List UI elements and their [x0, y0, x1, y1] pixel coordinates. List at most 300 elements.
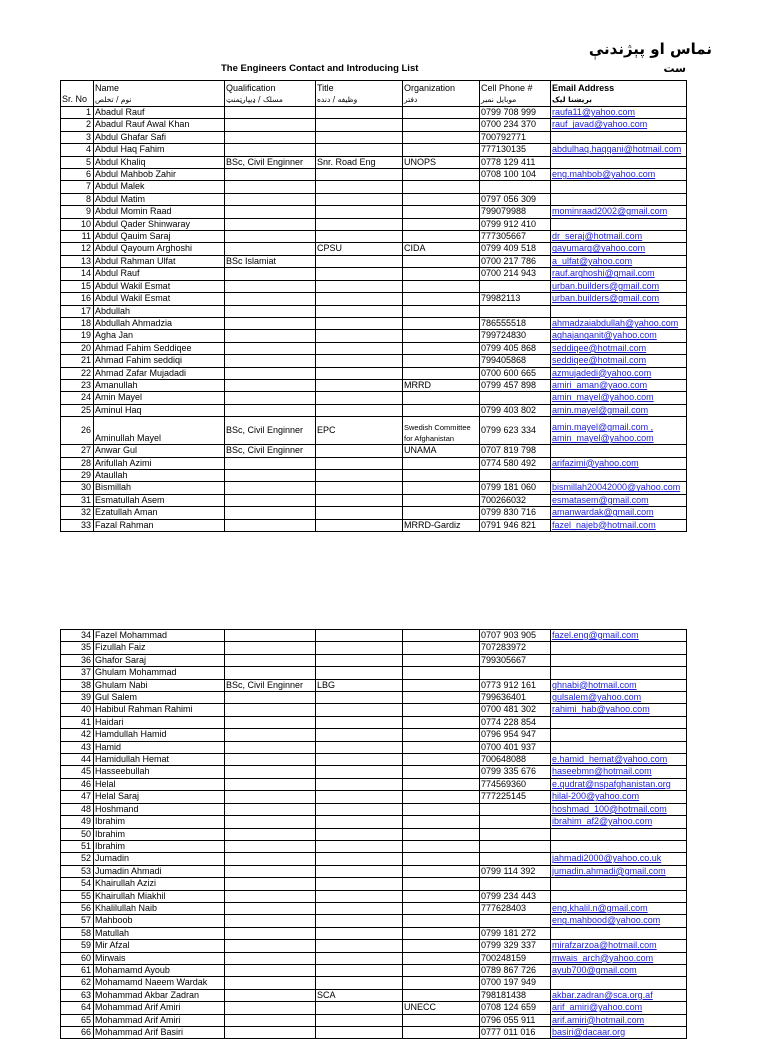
cell-email — [551, 193, 687, 205]
cell-email[interactable]: eng.mahbob@yahoo.com — [551, 169, 687, 181]
cell-email[interactable]: esmatasem@gmail.com — [551, 494, 687, 506]
cell-email[interactable]: ahmadzaiabdullah@yahoo.com — [551, 317, 687, 329]
cell-sr-no: 18 — [61, 317, 94, 329]
column-header-name: Name نوم / تخلص — [94, 81, 225, 107]
cell-organization — [403, 317, 480, 329]
cell-sr-no: 38 — [61, 679, 94, 691]
cell-sr-no: 56 — [61, 902, 94, 914]
cell-name: Agha Jan — [94, 330, 225, 342]
cell-qualification — [225, 392, 316, 404]
cell-email[interactable]: akbar.zadran@sca.org.af — [551, 989, 687, 1001]
cell-email[interactable]: gulsalem@yahoo.com — [551, 692, 687, 704]
cell-name: Hamidullah Hemat — [94, 754, 225, 766]
cell-sr-no: 15 — [61, 280, 94, 292]
cell-title — [316, 902, 403, 914]
cell-phone — [480, 915, 551, 927]
cell-organization — [403, 1014, 480, 1026]
cell-email[interactable]: a_ulfat@yahoo.com — [551, 255, 687, 267]
cell-organization — [403, 457, 480, 469]
cell-phone — [480, 828, 551, 840]
cell-email[interactable]: aghajanganit@yahoo.com — [551, 330, 687, 342]
cell-phone: 700266032 — [480, 494, 551, 506]
cell-organization — [403, 803, 480, 815]
cell-organization — [403, 754, 480, 766]
cell-organization — [403, 355, 480, 367]
cell-email[interactable]: raufa11@yahoo.com — [551, 107, 687, 119]
cell-name: Amin Mayel — [94, 392, 225, 404]
cell-title — [316, 964, 403, 976]
table-row — [61, 317, 687, 329]
cell-sr-no: 4 — [61, 144, 94, 156]
cell-name: Mohammad Arif Amiri — [94, 1002, 225, 1014]
table-row — [61, 679, 687, 691]
cell-title — [316, 791, 403, 803]
cell-name: Ghafor Saraj — [94, 654, 225, 666]
cell-qualification — [225, 231, 316, 243]
cell-phone: 79982113 — [480, 293, 551, 305]
cell-qualification — [225, 293, 316, 305]
cell-email[interactable]: rauf.arghoshi@gmail.com — [551, 268, 687, 280]
cell-email[interactable]: eng.khalil.n@gmail.com — [551, 902, 687, 914]
cell-email — [551, 729, 687, 741]
cell-title — [316, 392, 403, 404]
cell-email[interactable]: abdulhaq.haqqani@hotmail.com — [551, 144, 687, 156]
table-row — [61, 865, 687, 877]
cell-email[interactable]: hoshmad_100@hotmail.com — [551, 803, 687, 815]
cell-qualification — [225, 692, 316, 704]
cell-organization — [403, 169, 480, 181]
cell-title — [316, 268, 403, 280]
cell-qualification — [225, 280, 316, 292]
cell-email[interactable]: arif.amiri@hotmail.com — [551, 1014, 687, 1026]
cell-title — [316, 494, 403, 506]
cell-organization: MRRD — [403, 379, 480, 391]
cell-phone: 707283972 — [480, 642, 551, 654]
cell-email[interactable]: amin_mayel@yahoo.com — [551, 392, 687, 404]
cell-name: Jumadin Ahmadi — [94, 865, 225, 877]
cell-qualification — [225, 853, 316, 865]
cell-qualification — [225, 330, 316, 342]
cell-email[interactable]: qayumarg@yahoo.com — [551, 243, 687, 255]
cell-title — [316, 927, 403, 939]
cell-name: Arifullah Azimi — [94, 457, 225, 469]
cell-sr-no: 1 — [61, 107, 94, 119]
cell-sr-no: 61 — [61, 964, 94, 976]
cell-email[interactable]: rahimi_hab@yahoo.com — [551, 704, 687, 716]
cell-title: SCA — [316, 989, 403, 1001]
cell-email[interactable]: mwais_arch@yahoo.com — [551, 952, 687, 964]
cell-sr-no: 28 — [61, 457, 94, 469]
cell-email[interactable]: dr_seraj@hotmail.com — [551, 231, 687, 243]
table-row — [61, 667, 687, 679]
cell-title — [316, 482, 403, 494]
cell-email[interactable]: jahmadi2000@yahoo.co.uk — [551, 853, 687, 865]
cell-email[interactable]: haseebmn@hotmail.com — [551, 766, 687, 778]
cell-email[interactable]: azmujadedi@yahoo.com — [551, 367, 687, 379]
cell-title — [316, 144, 403, 156]
cell-name: Habibul Rahman Rahimi — [94, 704, 225, 716]
cell-email — [551, 156, 687, 168]
cell-name: Abdul Wakil Esmat — [94, 293, 225, 305]
cell-email — [551, 741, 687, 753]
cell-organization — [403, 330, 480, 342]
cell-email[interactable]: ayub700@gmail.com — [551, 964, 687, 976]
cell-qualification — [225, 243, 316, 255]
cell-phone: 0799 409 518 — [480, 243, 551, 255]
cell-sr-no: 64 — [61, 1002, 94, 1014]
cell-sr-no: 54 — [61, 878, 94, 890]
cell-phone: 0799 457 898 — [480, 379, 551, 391]
cell-qualification — [225, 317, 316, 329]
cell-organization — [403, 494, 480, 506]
cell-sr-no: 66 — [61, 1027, 94, 1039]
cell-sr-no: 29 — [61, 469, 94, 481]
cell-qualification: BSc, Civil Enginner — [225, 679, 316, 691]
cell-organization: UNAMA — [403, 445, 480, 457]
cell-sr-no: 39 — [61, 692, 94, 704]
cell-name: Mohammad Arif Basiri — [94, 1027, 225, 1039]
cell-organization — [403, 667, 480, 679]
cell-email[interactable]: mominraad2002@gmail.com — [551, 206, 687, 218]
cell-qualification — [225, 469, 316, 481]
cell-phone: 0700 600 665 — [480, 367, 551, 379]
cell-phone — [480, 878, 551, 890]
table-row — [61, 692, 687, 704]
cell-organization — [403, 642, 480, 654]
cell-email — [551, 716, 687, 728]
cell-sr-no: 25 — [61, 404, 94, 416]
column-header-organization: Organization دفتر — [403, 81, 480, 107]
cell-name: Hamid — [94, 741, 225, 753]
cell-name: Ghulam Nabi — [94, 679, 225, 691]
cell-qualification — [225, 754, 316, 766]
cell-title — [316, 704, 403, 716]
cell-qualification — [225, 778, 316, 790]
cell-email[interactable]: basiri@dacaar.org — [551, 1027, 687, 1039]
table-row — [61, 927, 687, 939]
cell-email[interactable]: e.qudrat@nspafghanistan.org — [551, 778, 687, 790]
cell-organization — [403, 507, 480, 519]
cell-email[interactable]: fazel.eng@gmail.com — [551, 630, 687, 642]
cell-name: Ibrahim — [94, 828, 225, 840]
cell-email[interactable]: mirafzarzoa@hotmail.com — [551, 940, 687, 952]
cell-phone — [480, 392, 551, 404]
cell-email[interactable]: e.hamid_hemat@yahoo.com — [551, 754, 687, 766]
table-body-part-1 — [61, 107, 687, 532]
cell-title — [316, 169, 403, 181]
cell-organization — [403, 206, 480, 218]
cell-organization — [403, 1027, 480, 1039]
cell-title: EPC — [316, 417, 403, 445]
table-row — [61, 803, 687, 815]
cell-name: Khairullah Azizi — [94, 878, 225, 890]
cell-sr-no: 49 — [61, 816, 94, 828]
table-row — [61, 169, 687, 181]
table-row — [61, 445, 687, 457]
cell-email — [551, 642, 687, 654]
cell-qualification — [225, 218, 316, 230]
cell-phone — [480, 280, 551, 292]
cell-organization — [403, 989, 480, 1001]
cell-email[interactable]: jumadin.ahmadi@gmail.com — [551, 865, 687, 877]
cell-phone: 700648088 — [480, 754, 551, 766]
table-row — [61, 902, 687, 914]
cell-qualification — [225, 131, 316, 143]
cell-organization — [403, 890, 480, 902]
cell-email — [551, 654, 687, 666]
cell-phone: 0708 124 659 — [480, 1002, 551, 1014]
table-row — [61, 840, 687, 852]
table-row — [61, 977, 687, 989]
cell-title — [316, 890, 403, 902]
cell-phone: 0797 056 309 — [480, 193, 551, 205]
cell-phone — [480, 305, 551, 317]
cell-title — [316, 293, 403, 305]
cell-organization — [403, 144, 480, 156]
cell-sr-no: 33 — [61, 519, 94, 531]
cell-sr-no: 65 — [61, 1014, 94, 1026]
table-row — [61, 342, 687, 354]
cell-name: Ahmad Fahim Seddiqee — [94, 342, 225, 354]
cell-qualification — [225, 927, 316, 939]
cell-qualification — [225, 890, 316, 902]
cell-title — [316, 507, 403, 519]
cell-name: Ataullah — [94, 469, 225, 481]
cell-phone: 0799 181 060 — [480, 482, 551, 494]
cell-organization — [403, 107, 480, 119]
table-row — [61, 816, 687, 828]
cell-qualification — [225, 816, 316, 828]
cell-name: Ezatullah Aman — [94, 507, 225, 519]
cell-phone: 0700 214 943 — [480, 268, 551, 280]
cell-title — [316, 1014, 403, 1026]
table-row — [61, 457, 687, 469]
cell-phone: 0799 335 676 — [480, 766, 551, 778]
cell-organization — [403, 482, 480, 494]
cell-email[interactable]: arifazimi@yahoo.com — [551, 457, 687, 469]
cell-name: Mahboob — [94, 915, 225, 927]
cell-title — [316, 519, 403, 531]
cell-phone — [480, 816, 551, 828]
cell-email[interactable]: urban.builders@gmail.com — [551, 280, 687, 292]
cell-name: Abdul Mahbob Zahir — [94, 169, 225, 181]
cell-title — [316, 342, 403, 354]
cell-sr-no: 55 — [61, 890, 94, 902]
cell-title — [316, 828, 403, 840]
cell-title — [316, 766, 403, 778]
cell-organization — [403, 293, 480, 305]
cell-qualification — [225, 519, 316, 531]
cell-qualification — [225, 379, 316, 391]
cell-qualification — [225, 342, 316, 354]
cell-organization — [403, 716, 480, 728]
cell-title — [316, 231, 403, 243]
cell-email[interactable]: hilal-200@yahoo.com — [551, 791, 687, 803]
table-row — [61, 940, 687, 952]
column-header-sr-no: Sr. No — [61, 81, 94, 107]
table-row — [61, 392, 687, 404]
pashto-title: نماس او پېژندنې — [588, 40, 712, 58]
cell-email — [551, 890, 687, 902]
cell-phone — [480, 840, 551, 852]
document-title: The Engineers Contact and Introducing List — [221, 63, 419, 74]
cell-qualification — [225, 367, 316, 379]
cell-qualification — [225, 494, 316, 506]
cell-phone: 0773 912 161 — [480, 679, 551, 691]
cell-sr-no: 45 — [61, 766, 94, 778]
cell-organization — [403, 255, 480, 267]
cell-organization — [403, 977, 480, 989]
cell-email[interactable]: urban.builders@gmail.com — [551, 293, 687, 305]
cell-email[interactable]: amanwardak@gmail.com — [551, 507, 687, 519]
cell-qualification — [225, 766, 316, 778]
cell-email — [551, 218, 687, 230]
table-row — [61, 280, 687, 292]
table-row — [61, 243, 687, 255]
cell-email — [551, 927, 687, 939]
cell-sr-no: 31 — [61, 494, 94, 506]
cell-title — [316, 255, 403, 267]
cell-title — [316, 131, 403, 143]
cell-title — [316, 816, 403, 828]
table-row — [61, 494, 687, 506]
table-row — [61, 469, 687, 481]
cell-email[interactable]: ghnabi@hotmail.com — [551, 679, 687, 691]
cell-email — [551, 131, 687, 143]
cell-sr-no: 19 — [61, 330, 94, 342]
table-row — [61, 915, 687, 927]
cell-title — [316, 305, 403, 317]
cell-name: Khairullah Miakhil — [94, 890, 225, 902]
cell-phone: 0796 954 947 — [480, 729, 551, 741]
cell-sr-no: 47 — [61, 791, 94, 803]
cell-qualification — [225, 940, 316, 952]
cell-sr-no: 48 — [61, 803, 94, 815]
table-row — [61, 417, 687, 445]
cell-sr-no: 58 — [61, 927, 94, 939]
table-row — [61, 791, 687, 803]
cell-title — [316, 367, 403, 379]
header-row — [61, 81, 687, 107]
cell-phone: 799724830 — [480, 330, 551, 342]
cell-phone: 799305667 — [480, 654, 551, 666]
cell-sr-no: 7 — [61, 181, 94, 193]
cell-phone: 798181438 — [480, 989, 551, 1001]
cell-title — [316, 853, 403, 865]
table-row — [61, 330, 687, 342]
table-row — [61, 964, 687, 976]
cell-organization — [403, 305, 480, 317]
cell-sr-no: 34 — [61, 630, 94, 642]
table-row — [61, 890, 687, 902]
cell-organization — [403, 342, 480, 354]
cell-phone: 0700 401 937 — [480, 741, 551, 753]
cell-email[interactable]: amin.mayel@gmail.com — [551, 404, 687, 416]
cell-qualification — [225, 482, 316, 494]
cell-sr-no: 26 — [61, 417, 94, 445]
cell-name: Abdul Ghafar Safi — [94, 131, 225, 143]
table-row — [61, 367, 687, 379]
cell-name: Khalilullah Naib — [94, 902, 225, 914]
table-row — [61, 853, 687, 865]
cell-email[interactable]: fazel_najeb@hotmail.com — [551, 519, 687, 531]
cell-sr-no: 46 — [61, 778, 94, 790]
cell-organization — [403, 865, 480, 877]
cell-organization — [403, 218, 480, 230]
cell-name: Mirwais — [94, 952, 225, 964]
cell-organization — [403, 940, 480, 952]
cell-title: Snr. Road Eng — [316, 156, 403, 168]
cell-title — [316, 803, 403, 815]
cell-qualification — [225, 667, 316, 679]
cell-qualification — [225, 457, 316, 469]
cell-email[interactable]: seddiqee@hotmail.com — [551, 355, 687, 367]
cell-title — [316, 1027, 403, 1039]
cell-email — [551, 878, 687, 890]
cell-qualification — [225, 181, 316, 193]
cell-qualification — [225, 952, 316, 964]
table-row — [61, 630, 687, 642]
cell-organization — [403, 119, 480, 131]
table-row — [61, 293, 687, 305]
cell-email[interactable]: eng.mahbood@yahoo.com — [551, 915, 687, 927]
cell-organization — [403, 181, 480, 193]
cell-sr-no: 59 — [61, 940, 94, 952]
cell-organization: Swedish Committee for Afghanistan — [403, 417, 480, 445]
cell-sr-no: 8 — [61, 193, 94, 205]
cell-sr-no: 11 — [61, 231, 94, 243]
cell-name: Jumadin — [94, 853, 225, 865]
cell-organization — [403, 964, 480, 976]
table-row — [61, 404, 687, 416]
cell-email[interactable]: rauf_javad@yahoo.com — [551, 119, 687, 131]
table-row — [61, 729, 687, 741]
cell-title — [316, 977, 403, 989]
cell-name: Abdul Wakil Esmat — [94, 280, 225, 292]
cell-phone: 777130135 — [480, 144, 551, 156]
cell-email[interactable]: seddiqee@hotmail.com — [551, 342, 687, 354]
cell-sr-no: 30 — [61, 482, 94, 494]
cell-phone: 0777 011 016 — [480, 1027, 551, 1039]
cell-email[interactable]: ibrahim_af2@yahoo.com — [551, 816, 687, 828]
cell-sr-no: 20 — [61, 342, 94, 354]
cell-name: Matullah — [94, 927, 225, 939]
cell-email[interactable]: bismillah20042000@yahoo.com — [551, 482, 687, 494]
cell-email[interactable]: arif_amiri@yahoo.com — [551, 1002, 687, 1014]
cell-qualification — [225, 828, 316, 840]
cell-qualification — [225, 193, 316, 205]
cell-email[interactable]: amiri_aman@yaoo.com — [551, 379, 687, 391]
table-row — [61, 181, 687, 193]
cell-name: Abdul Malek — [94, 181, 225, 193]
cell-sr-no: 60 — [61, 952, 94, 964]
cell-qualification — [225, 915, 316, 927]
table-row — [61, 1014, 687, 1026]
table-row — [61, 482, 687, 494]
cell-name: Abdul Qauim Saraj — [94, 231, 225, 243]
cell-name: Amanullah — [94, 379, 225, 391]
cell-sr-no: 50 — [61, 828, 94, 840]
cell-name: Haidari — [94, 716, 225, 728]
cell-phone: 799405868 — [480, 355, 551, 367]
cell-organization — [403, 878, 480, 890]
cell-sr-no: 2 — [61, 119, 94, 131]
cell-qualification — [225, 716, 316, 728]
cell-title — [316, 878, 403, 890]
cell-email[interactable]: amin.mayel@gmail.com , amin_mayel@yahoo.com — [551, 417, 687, 445]
cell-organization — [403, 915, 480, 927]
cell-title — [316, 379, 403, 391]
